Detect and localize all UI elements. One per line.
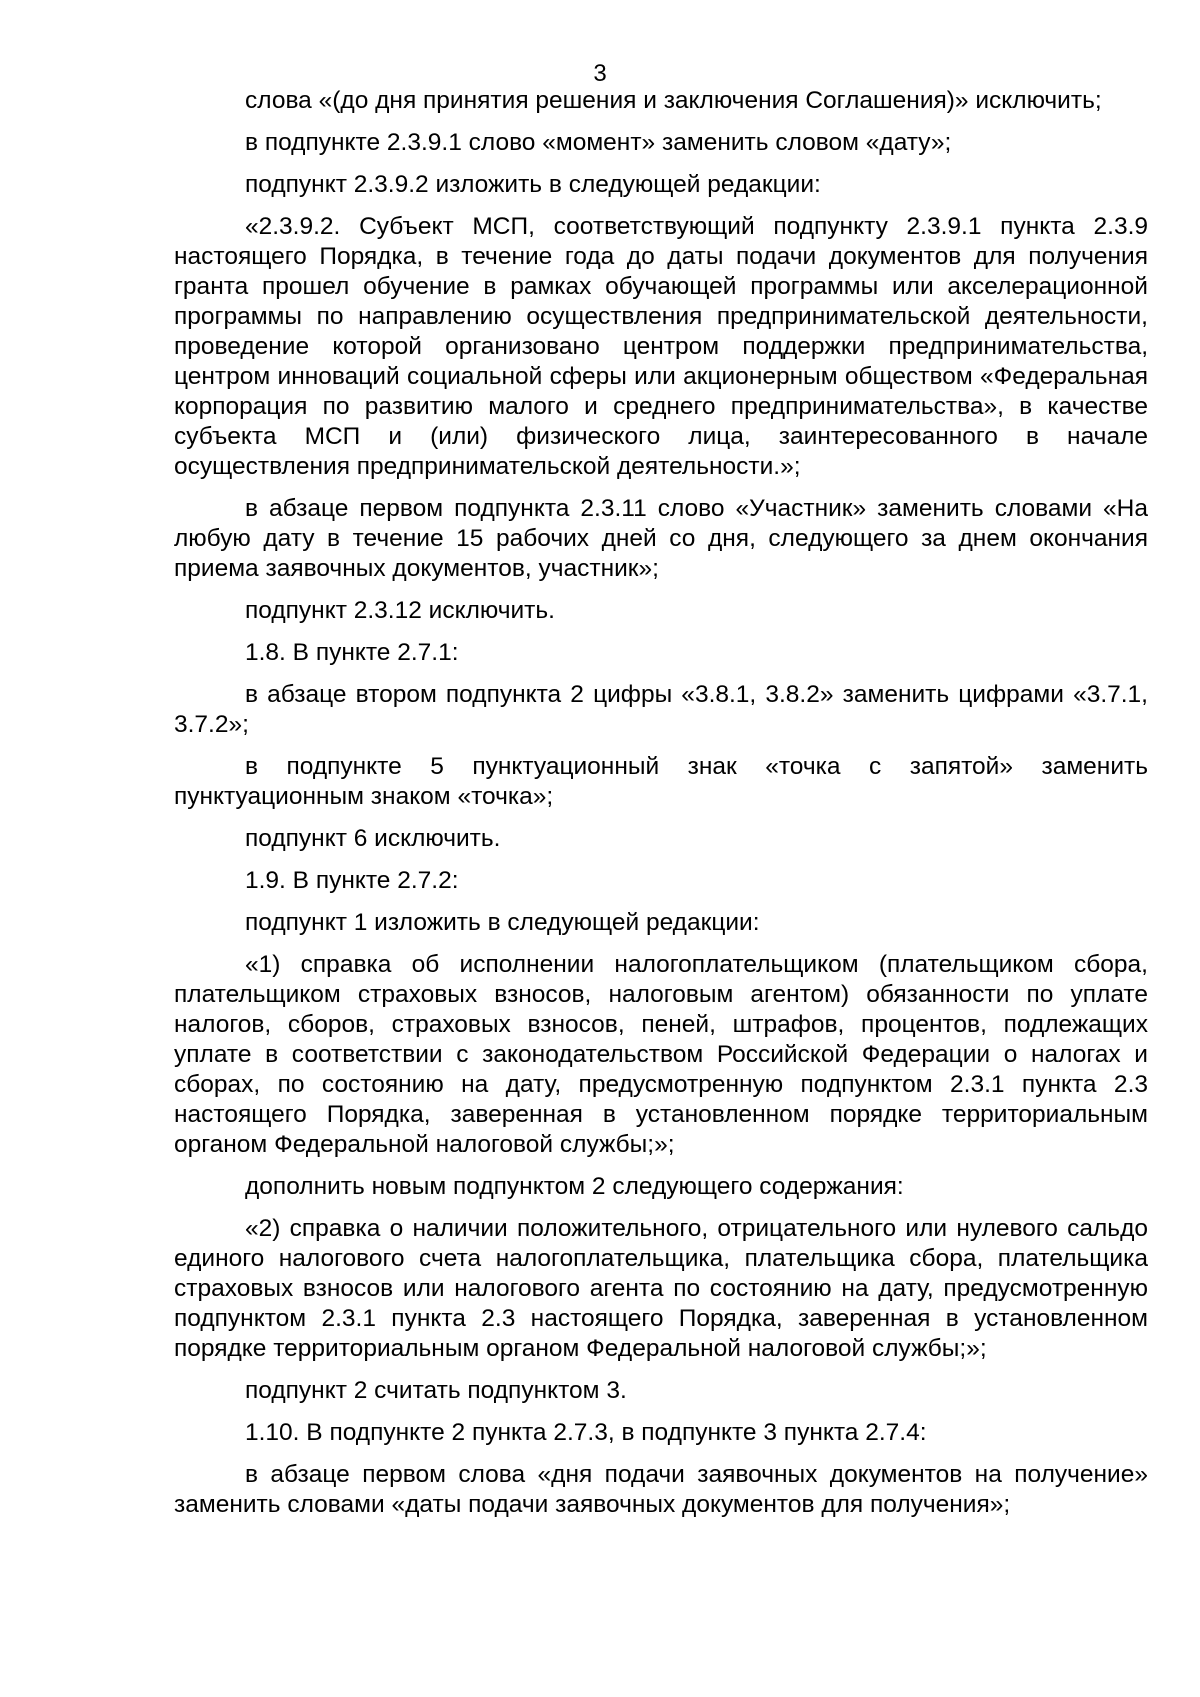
paragraph-2-3-12: подпункт 2.3.12 исключить. xyxy=(245,597,555,624)
paragraph-2-3-9-2-intro: подпункт 2.3.9.2 изложить в следующей редакции: xyxy=(245,171,821,198)
paragraph-subpoint-6: подпункт 6 исключить. xyxy=(245,825,501,852)
page-number: 3 xyxy=(593,60,607,87)
paragraph-subpoint-2-digits: в абзаце втором подпункта 2 цифры «3.8.1, 3.8.2» заменить цифрами «3.7.1, 3.7.2»; xyxy=(174,681,1148,738)
paragraph-2-3-9-1: в подпункте 2.3.9.1 слово «момент» заменить словом «дату»; xyxy=(245,129,952,156)
paragraph-first-abzac-words: в абзаце первом слова «дня подачи заявочных документов на получение» заменить словами «даты подачи заявочных документов для получения»; xyxy=(174,1461,1148,1518)
paragraph-new-subpoint-2-intro: дополнить новым подпунктом 2 следующего содержания: xyxy=(245,1173,904,1200)
paragraph-2-3-9-2-text: «2.3.9.2. Субъект МСП, соответствующий подпункту 2.3.9.1 пункта 2.3.9 настоящего Порядка, в течение года до даты подачи документов для получения гранта прошел обучение в рамках обучающей программы или акселерационной программы по направлению осуществления предпринимательской деятельности, проведение которой организовано центром поддержки предпринимательства, центром инноваций социальной сферы или акционерным обществом «Федеральная корпорация по развитию малого и среднего предпринимательства», в качестве субъекта МСП и (или) физического лица, заинтересованного в начале осуществления предпринимательской деятельности.»; xyxy=(174,213,1148,480)
paragraph-subpoint-5: в подпункте 5 пунктуационный знак «точка с запятой» заменить пунктуационным знаком «точка»; xyxy=(174,753,1148,810)
paragraph-subpoint-1-text: «1) справка об исполнении налогоплательщиком (плательщиком сбора, плательщиком страховых взносов, налоговым агентом) обязанности по уплате налогов, сборов, страховых взносов, пеней, штрафов, процентов, подлежащих уплате в соответствии с законодательством Российской Федерации о налогах и сборах, по состоянию на дату, предусмотренную подпунктом 2.3.1 пункта 2.3 настоящего Порядка, заверенная в установленном порядке территориальным органом Федеральной налоговой службы;»; xyxy=(174,951,1148,1158)
paragraph-exclude-phrase: слова «(до дня принятия решения и заключения Соглашения)» исключить; xyxy=(245,87,1102,114)
paragraph-renumber-subpoint: подпункт 2 считать подпунктом 3. xyxy=(245,1377,627,1404)
paragraph-new-subpoint-2-text: «2) справка о наличии положительного, отрицательного или нулевого сальдо единого налогового счета налогоплательщика, плательщика сбора, плательщика страховых взносов или налогового агента по состоянию на дату, предусмотренную подпунктом 2.3.1 пункта 2.3 настоящего Порядка, заверенная в установленном порядке территориальным органом Федеральной налоговой службы;»; xyxy=(174,1215,1148,1362)
paragraph-2-3-11: в абзаце первом подпункта 2.3.11 слово «Участник» заменить словами «На любую дату в течение 15 рабочих дней со дня, следующего за днем окончания приема заявочных документов, участник»; xyxy=(174,495,1148,582)
paragraph-subpoint-1-intro: подпункт 1 изложить в следующей редакции: xyxy=(245,909,760,936)
section-1-8-heading: 1.8. В пункте 2.7.1: xyxy=(245,639,459,666)
section-1-10-heading: 1.10. В подпункте 2 пункта 2.7.3, в подпункте 3 пункта 2.7.4: xyxy=(245,1419,927,1446)
document-body xyxy=(174,86,1148,1532)
section-1-9-heading: 1.9. В пункте 2.7.2: xyxy=(245,867,459,894)
